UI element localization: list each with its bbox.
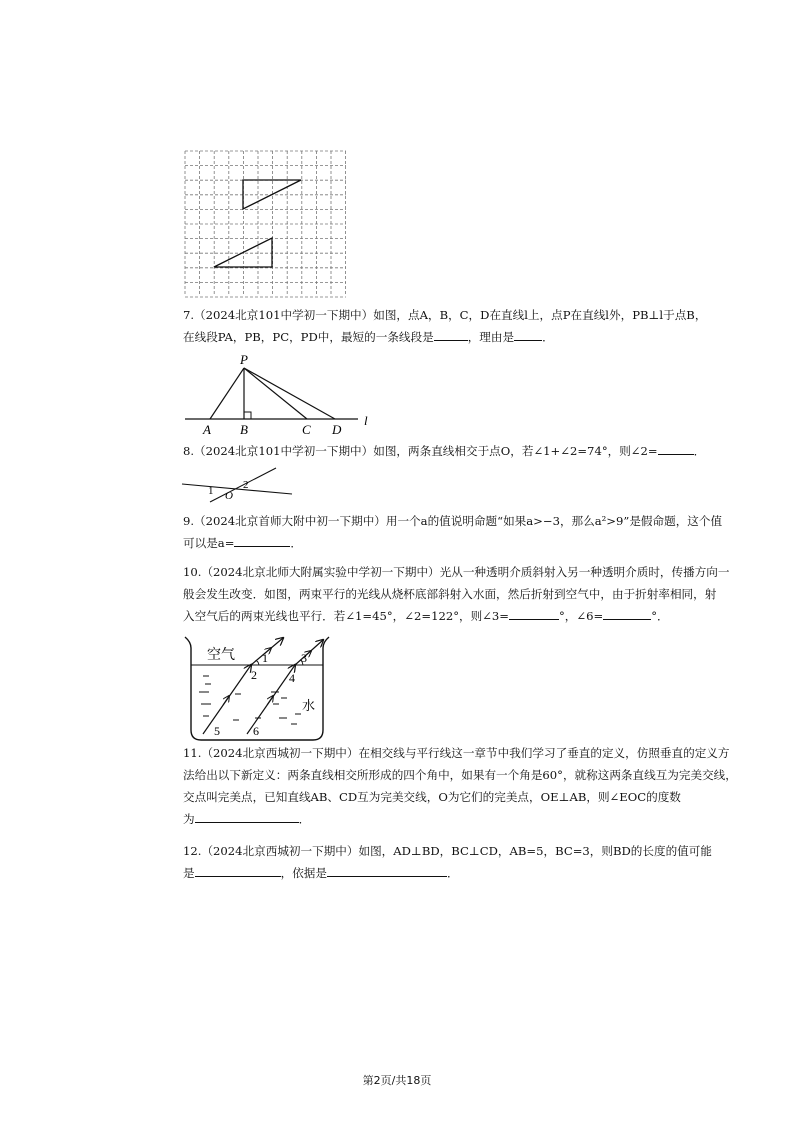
q11-line-3: 交点叫完美点，已知直线AB、CD互为完美交线，O为它们的完美点，OE⊥AB，则∠EOC的度数 — [183, 790, 681, 804]
q10-line-2: 般会发生改变．如图，两束平行的光线从烧杯底部斜射入水面，然后折射到空气中，由于折射率相同，射 — [183, 587, 717, 601]
label-B: B — [240, 422, 248, 437]
q8-answer-blank[interactable] — [658, 441, 694, 455]
label-C: C — [302, 422, 311, 437]
q12-line-1: 12.（2024北京西城初一下期中）如图，AD⊥BD，BC⊥CD，AB=5，BC=3，则BD的长度的值可能 — [183, 844, 712, 858]
q10-beaker-figure — [183, 634, 333, 744]
q7-answer-blank-1[interactable] — [434, 327, 468, 341]
q7-text: 在线段PA，PB，PC，PD中，最短的一条线段是 — [183, 330, 434, 344]
q8-line-1 — [183, 440, 706, 462]
q11-line-4 — [183, 808, 608, 830]
q7-line-2 — [183, 326, 608, 348]
label-angle-2: 2 — [243, 479, 249, 491]
grid-figure — [184, 150, 348, 298]
q12-line-2 — [183, 862, 608, 884]
question-11 — [183, 742, 737, 830]
q10-line-3 — [183, 605, 669, 627]
q10-text: °，∠6= — [559, 609, 604, 623]
q8-text: 8.（2024北京101中学初一下期中）如图，两条直线相交于点O，若∠1+∠2=74°，则∠2= — [183, 444, 658, 458]
q11-line-1: 11.（2024北京西城初一下期中）在相交线与平行线这一章节中我们学习了垂直的定义，仿照垂直的定义方 — [183, 746, 730, 760]
q10-answer-blank-1[interactable] — [509, 606, 559, 620]
question-12 — [183, 840, 712, 884]
q7-answer-blank-2[interactable] — [514, 327, 542, 341]
label-P: P — [240, 352, 248, 367]
q12-answer-blank-2[interactable] — [327, 863, 447, 877]
question-10 — [183, 561, 730, 627]
q10-text: °． — [651, 609, 669, 623]
label-air: 空气 — [207, 648, 235, 663]
q11-text: ． — [298, 812, 311, 826]
q10-answer-blank-2[interactable] — [603, 606, 651, 620]
q9-line-2 — [183, 532, 608, 554]
q8-figure — [180, 466, 300, 506]
question-7 — [183, 304, 707, 348]
q12-answer-blank-1[interactable] — [195, 863, 281, 877]
label-angle-1: 1 — [208, 485, 214, 497]
label-angle-2: 2 — [251, 668, 257, 682]
label-l: l — [364, 413, 368, 428]
q8-text: ． — [693, 444, 706, 458]
label-angle-5: 5 — [214, 724, 220, 738]
label-angle-4: 4 — [289, 671, 295, 685]
q7-line-1: 7.（2024北京101中学初一下期中）如图，点A，B，C，D在直线l上，点P在直线l外，PB⊥l于点B， — [183, 308, 707, 322]
q9-answer-blank[interactable] — [234, 533, 290, 547]
q9-text: 可以是a= — [183, 536, 235, 550]
q10-line-1: 10.（2024北京北师大附属实验中学初一下期中）光从一种透明介质斜射入另一种透明介质时，传播方向一 — [183, 565, 730, 579]
question-9 — [183, 510, 723, 554]
q10-text: 入空气后的两束光线也平行．若∠1=45°，∠2=122°，则∠3= — [183, 609, 509, 623]
page-footer: 第2页/共18页 — [362, 1074, 432, 1087]
q7-figure — [180, 350, 380, 440]
q12-text: 是 — [183, 866, 195, 880]
q11-text: 为 — [183, 812, 195, 826]
q7-text: ． — [542, 330, 554, 344]
question-8 — [183, 440, 706, 462]
q11-line-2: 法给出以下新定义：两条直线相交所形成的四个角中，如果有一个角是60°，就称这两条直线互为完美交线， — [183, 768, 737, 782]
label-D: D — [332, 422, 342, 437]
q12-text: ，依据是 — [280, 866, 327, 880]
label-angle-1: 1 — [262, 651, 268, 665]
label-O: O — [225, 490, 233, 502]
q12-text: ． — [447, 866, 459, 880]
label-angle-3: 3 — [301, 651, 307, 665]
label-angle-6: 6 — [253, 724, 259, 738]
label-A: A — [203, 422, 211, 437]
q7-text: ，理由是 — [467, 330, 515, 344]
q11-answer-blank[interactable] — [195, 809, 299, 823]
q9-text: ． — [290, 536, 303, 550]
q9-line-1: 9.（2024北京首师大附中初一下期中）用一个a的值说明命题“如果a>−3，那么a²>9”是假命题，这个值 — [183, 514, 723, 528]
label-water: 水 — [302, 698, 316, 713]
